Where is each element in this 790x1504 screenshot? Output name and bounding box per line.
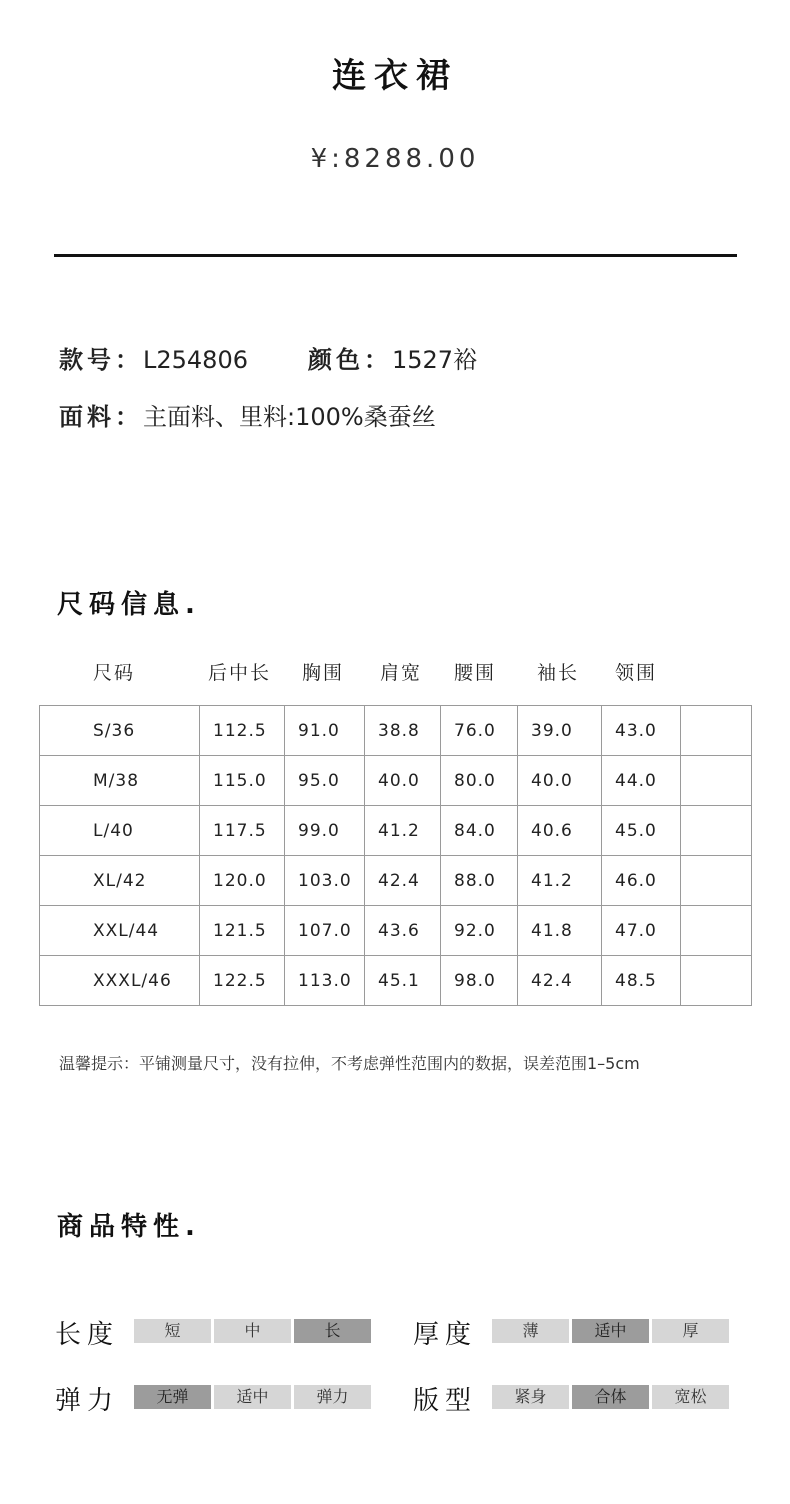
- fabric-info: [59, 397, 436, 432]
- elasticity-option-stretch: 弹力: [294, 1385, 371, 1409]
- measurement-tip: 温馨提示：平铺测量尺寸，没有拉伸，不考虑弹性范围内的数据，误差范围1–5cm: [59, 1054, 640, 1073]
- empty-cell: [681, 856, 752, 906]
- back-length-cell: 117.5: [200, 806, 285, 856]
- back-length-cell: 121.5: [200, 906, 285, 956]
- product-price: ¥:8288.00: [310, 144, 480, 174]
- waist-cell: 98.0: [441, 956, 518, 1006]
- color-info: [308, 340, 477, 375]
- header-sleeve: 袖长: [537, 662, 580, 684]
- empty-cell: [681, 956, 752, 1006]
- thickness-label: 厚度: [413, 1320, 478, 1350]
- elasticity-option-moderate: 适中: [214, 1385, 291, 1409]
- shoulder-cell: 38.8: [365, 706, 441, 756]
- header-shoulder: 肩宽: [380, 662, 423, 684]
- table-row: [40, 856, 752, 906]
- length-label: 长度: [55, 1320, 120, 1350]
- collar-cell: 46.0: [602, 856, 681, 906]
- fabric-value: 主面料、里料:100%桑蚕丝: [143, 403, 436, 431]
- collar-cell: 44.0: [602, 756, 681, 806]
- size-cell: M/38: [40, 756, 200, 806]
- size-cell: XXL/44: [40, 906, 200, 956]
- waist-cell: 80.0: [441, 756, 518, 806]
- bust-cell: 107.0: [285, 906, 365, 956]
- elasticity-options: [134, 1385, 371, 1409]
- product-title: 连衣裙: [332, 56, 458, 96]
- collar-cell: 47.0: [602, 906, 681, 956]
- shoulder-cell: 40.0: [365, 756, 441, 806]
- waist-cell: 76.0: [441, 706, 518, 756]
- color-value: 1527裕: [392, 346, 478, 374]
- sleeve-cell: 41.2: [518, 856, 602, 906]
- elasticity-label: 弹力: [55, 1386, 120, 1416]
- sleeve-cell: 41.8: [518, 906, 602, 956]
- fabric-label: 面料：: [59, 403, 143, 431]
- waist-cell: 88.0: [441, 856, 518, 906]
- size-cell: XXXL/46: [40, 956, 200, 1006]
- bust-cell: 91.0: [285, 706, 365, 756]
- collar-cell: 43.0: [602, 706, 681, 756]
- header-size: 尺码: [93, 662, 136, 684]
- waist-cell: 84.0: [441, 806, 518, 856]
- thickness-option-moderate: 适中: [572, 1319, 649, 1343]
- table-row: [40, 706, 752, 756]
- table-row: [40, 956, 752, 1006]
- fit-option-tight: 紧身: [492, 1385, 569, 1409]
- length-options: [134, 1319, 371, 1343]
- sleeve-cell: 40.6: [518, 806, 602, 856]
- back-length-cell: 120.0: [200, 856, 285, 906]
- style-label: 款号：: [59, 346, 143, 374]
- shoulder-cell: 41.2: [365, 806, 441, 856]
- length-option-long: 长: [294, 1319, 371, 1343]
- elasticity-option-none: 无弹: [134, 1385, 211, 1409]
- color-label: 颜色：: [308, 346, 392, 374]
- size-cell: XL/42: [40, 856, 200, 906]
- style-value: L254806: [143, 346, 248, 374]
- thickness-option-thin: 薄: [492, 1319, 569, 1343]
- table-row: [40, 906, 752, 956]
- size-table: [39, 705, 752, 1006]
- shoulder-cell: 43.6: [365, 906, 441, 956]
- fit-option-regular: 合体: [572, 1385, 649, 1409]
- size-section-title: 尺码信息.: [57, 590, 201, 620]
- sleeve-cell: 42.4: [518, 956, 602, 1006]
- thickness-options: [492, 1319, 729, 1343]
- empty-cell: [681, 706, 752, 756]
- back-length-cell: 112.5: [200, 706, 285, 756]
- features-section-title: 商品特性.: [57, 1212, 201, 1242]
- bust-cell: 95.0: [285, 756, 365, 806]
- waist-cell: 92.0: [441, 906, 518, 956]
- bust-cell: 99.0: [285, 806, 365, 856]
- style-number: [59, 340, 248, 375]
- shoulder-cell: 42.4: [365, 856, 441, 906]
- header-bust: 胸围: [302, 662, 345, 684]
- length-option-medium: 中: [214, 1319, 291, 1343]
- sleeve-cell: 39.0: [518, 706, 602, 756]
- fit-options: [492, 1385, 729, 1409]
- header-collar: 领围: [615, 662, 658, 684]
- thickness-option-thick: 厚: [652, 1319, 729, 1343]
- size-cell: S/36: [40, 706, 200, 756]
- sleeve-cell: 40.0: [518, 756, 602, 806]
- empty-cell: [681, 806, 752, 856]
- back-length-cell: 115.0: [200, 756, 285, 806]
- length-option-short: 短: [134, 1319, 211, 1343]
- table-row: [40, 756, 752, 806]
- fit-label: 版型: [413, 1386, 478, 1416]
- divider: [54, 254, 737, 257]
- shoulder-cell: 45.1: [365, 956, 441, 1006]
- bust-cell: 113.0: [285, 956, 365, 1006]
- size-cell: L/40: [40, 806, 200, 856]
- header-waist: 腰围: [454, 662, 497, 684]
- bust-cell: 103.0: [285, 856, 365, 906]
- header-back-length: 后中长: [208, 662, 272, 684]
- empty-cell: [681, 756, 752, 806]
- collar-cell: 45.0: [602, 806, 681, 856]
- empty-cell: [681, 906, 752, 956]
- table-row: [40, 806, 752, 856]
- back-length-cell: 122.5: [200, 956, 285, 1006]
- collar-cell: 48.5: [602, 956, 681, 1006]
- fit-option-loose: 宽松: [652, 1385, 729, 1409]
